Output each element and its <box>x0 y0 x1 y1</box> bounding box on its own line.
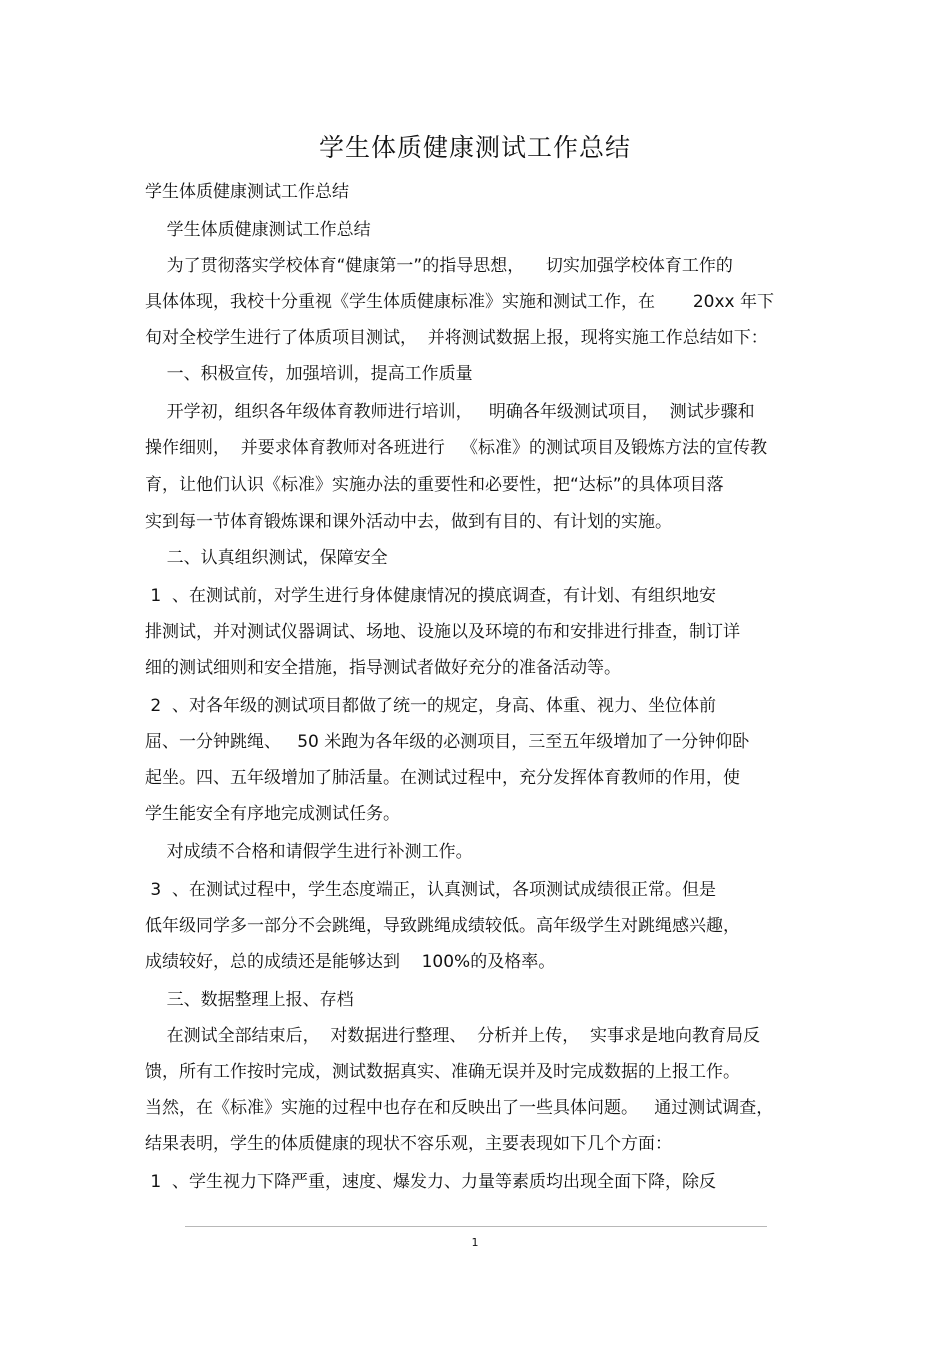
document-title: 学生体质健康测试工作总结 <box>318 133 631 162</box>
paragraph-line: 一、积极宣传，加强培训，提高工作质量 <box>145 364 473 384</box>
paragraph-line: 育，让他们认识《标准》实施办法的重要性和必要性，把“达标”的具体项目落 <box>145 475 724 495</box>
paragraph-line: 排测试，并对测试仪器调试、场地、设施以及环境的布和安排进行排查，制订详 <box>145 622 740 642</box>
paragraph-line: 二、认真组织测试，保障安全 <box>145 548 388 568</box>
paragraph-line: 三、数据整理上报、存档 <box>145 990 354 1010</box>
page-number: 1 <box>471 1236 479 1249</box>
paragraph-line: 实到每一节体育锻炼课和课外活动中去，做到有目的、有计划的实施。 <box>145 512 672 532</box>
paragraph-line: 旬对全校学生进行了体质项目测试， 并将测试数据上报，现将实施工作总结如下： <box>145 328 768 348</box>
paragraph-line: 1 、学生视力下降严重，速度、爆发力、力量等素质均出现全面下降，除反 <box>145 1172 717 1192</box>
paragraph-line: 1 、在测试前，对学生进行身体健康情况的摸底调查，有计划、有组织地安 <box>145 586 717 606</box>
paragraph-line: 结果表明，学生的体质健康的现状不容乐观，主要表现如下几个方面： <box>145 1134 672 1154</box>
paragraph-line: 细的测试细则和安全措施，指导测试者做好充分的准备活动等。 <box>145 658 621 678</box>
paragraph-line: 开学初，组织各年级体育教师进行培训， 明确各年级测试项目， 测试步骤和 <box>145 402 755 422</box>
paragraph-line: 操作细则， 并要求体育教师对各班进行 《标准》的测试项目及锻炼方法的宣传教 <box>145 438 768 458</box>
paragraph-line: 3 、在测试过程中，学生态度端正，认真测试，各项测试成绩很正常。但是 <box>145 880 717 900</box>
paragraph-line: 馈，所有工作按时完成，测试数据真实、准确无误并及时完成数据的上报工作。 <box>145 1062 740 1082</box>
paragraph-line: 具体体现，我校十分重视《学生体质健康标准》实施和测试工作，在 20xx 年下 <box>145 292 774 312</box>
paragraph-line: 屈、一分钟跳绳、 50 米跑为各年级的必测项目，三至五年级增加了一分钟仰卧 <box>145 732 750 752</box>
paragraph-line: 当然，在《标准》实施的过程中也存在和反映出了一些具体问题。 通过测试调查， <box>145 1098 774 1118</box>
paragraph-line: 成绩较好，总的成绩还是能够达到 100%的及格率。 <box>145 952 556 972</box>
paragraph-line: 2 、对各年级的测试项目都做了统一的规定，身高、体重、视力、坐位体前 <box>145 696 717 716</box>
paragraph-line: 为了贯彻落实学校体育“健康第一”的指导思想， 切实加强学校体育工作的 <box>145 256 733 276</box>
paragraph-line: 在测试全部结束后， 对数据进行整理、 分析并上传， 实事求是地向教育局反 <box>145 1026 761 1046</box>
paragraph-line: 学生体质健康测试工作总结 <box>145 182 349 202</box>
paragraph-line: 起坐。四、五年级增加了肺活量。在测试过程中，充分发挥体育教师的作用，使 <box>145 768 740 788</box>
footer-divider <box>185 1226 767 1227</box>
paragraph-line: 学生能安全有序地完成测试任务。 <box>145 804 400 824</box>
paragraph-line: 学生体质健康测试工作总结 <box>145 220 371 240</box>
paragraph-line: 对成绩不合格和请假学生进行补测工作。 <box>145 842 473 862</box>
paragraph-line: 低年级同学多一部分不会跳绳，导致跳绳成绩较低。高年级学生对跳绳感兴趣， <box>145 916 740 936</box>
